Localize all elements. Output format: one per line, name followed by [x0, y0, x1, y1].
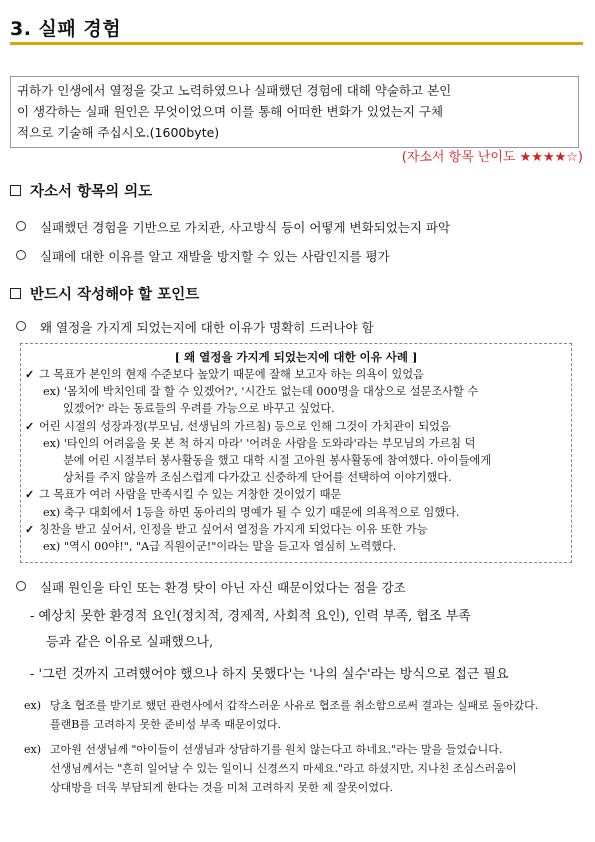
- example-item: [25, 486, 567, 503]
- question-line: 이 생각하는 실패 원인은 무엇이었으며 이를 통해 어떠한 변화가 있었는지 구체: [17, 104, 444, 119]
- example-note: [24, 696, 584, 734]
- note-line: 선생님께서는 "흔히 일어날 수 있는 일이니 신경쓰지 마세요."라고 하셨지만, 지나친 조심스러움이: [50, 762, 517, 775]
- section-heading-intent: [10, 180, 152, 201]
- dash-item: [30, 604, 585, 656]
- check-icon: ✓: [25, 487, 35, 502]
- check-icon: ✓: [25, 521, 35, 536]
- example-title: [ 왜 열정을 가지게 되었는지에 대한 이유 사례 ]: [174, 350, 418, 364]
- section-heading-text: 자소서 항목의 의도: [30, 184, 153, 200]
- note-line: 상대방을 더욱 부담되게 한다는 것을 미처 고려하지 못한 제 잘못이었다.: [50, 781, 394, 794]
- dash-item: [30, 662, 585, 688]
- example-item: [25, 418, 567, 435]
- circle-bullet-icon: [16, 250, 26, 260]
- example-detail: ex) '타인의 어려움을 못 본 척 하지 마라' '어려운 사람을 도와라'라는 부모님의 가르침 덕: [43, 436, 476, 450]
- list-item-text: 실패 원인을 타인 또는 환경 탓이 아닌 자신 때문이었다는 점을 강조: [40, 580, 406, 595]
- example-detail: 있겠어?' 라는 동료들의 우려를 가능으로 바꾸고 싶었다.: [63, 402, 335, 416]
- example-text: 그 목표가 여러 사람을 만족시킬 수 있는 거창한 것이었기 때문: [39, 488, 342, 502]
- example-note: [24, 740, 584, 797]
- example-detail: ex) '몸치에 박치인데 잘 할 수 있겠어?', '시간도 없는데 000명을 대상으로 설문조사할 수: [43, 385, 479, 399]
- circle-bullet-icon: [16, 221, 26, 231]
- check-icon: ✓: [25, 367, 35, 381]
- section-heading-text: 반드시 작성해야 할 포인트: [30, 287, 200, 303]
- example-box: [20, 343, 572, 563]
- section-heading-points: [10, 283, 199, 304]
- note-line: 당초 협조를 받기로 했던 관련사에서 갑작스러운 사유로 협조를 취소함으로써 결과는 실패로 돌아갔다.: [50, 699, 539, 712]
- example-detail: ex) "역시 00야!", "A급 직원이군!"이라는 말을 듣고자 열심히 노력했다.: [43, 540, 397, 554]
- example-text: 칭찬을 받고 싶어서, 인정을 받고 싶어서 열정을 가지게 되었다는 이유 또한 가능: [39, 522, 428, 536]
- dash-item-text: 등과 같은 이유로 실패했으나,: [46, 635, 214, 650]
- circle-bullet-icon: [16, 321, 26, 331]
- title-underline: [10, 42, 583, 45]
- question-box: [10, 76, 579, 148]
- example-tag: ex): [24, 699, 42, 712]
- list-item: [14, 247, 390, 265]
- page-title: 3. 실패 경험: [10, 18, 122, 40]
- example-tag: ex): [24, 743, 42, 756]
- example-detail: ex) 축구 대회에서 1등을 하면 동아리의 명예가 될 수 있기 때문에 의욕적으로 임했다.: [43, 505, 460, 519]
- list-item-text: 왜 열정을 가지게 되었는지에 대한 이유가 명확히 드러나야 함: [40, 320, 374, 335]
- question-line: 귀하가 인생에서 열정을 갖고 노력하였으나 실패했던 경험에 대해 약술하고 본인: [17, 83, 452, 98]
- example-detail: 상처를 주지 않을까 조심스럽게 다가갔고 신중하게 단어를 선택하여 이야기했다.: [63, 471, 452, 485]
- list-item: [14, 578, 406, 596]
- note-line: 고아원 선생님께 "아이들이 선생님과 상담하기를 원치 않는다고 하네요."라는 말을 들었습니다.: [50, 743, 503, 756]
- checkbox-square-icon: [10, 185, 21, 196]
- example-item: [25, 521, 567, 538]
- question-line: 적으로 기술해 주십시오.(1600byte): [17, 125, 220, 140]
- list-item: [14, 218, 450, 236]
- list-item: [14, 318, 374, 336]
- example-text: 그 목표가 본인의 현재 수준보다 높았기 때문에 잘해 보고자 하는 의욕이 있었음: [39, 368, 424, 381]
- check-icon: ✓: [25, 418, 35, 433]
- difficulty-rating: (자소서 항목 난이도 ★★★★☆): [401, 150, 583, 165]
- circle-bullet-icon: [16, 581, 26, 591]
- checkbox-square-icon: [10, 288, 21, 299]
- example-detail: 분에 어린 시절부터 봉사활동을 했고 대학 시절 고아원 봉사활동에 참여했다. 아이들에게: [63, 454, 492, 468]
- note-line: 플랜B를 고려하지 못한 준비성 부족 때문이었다.: [50, 718, 281, 731]
- example-text: 어린 시절의 성장과정(부모님, 선생님의 가르침) 등으로 인해 그것이 가치관이 되었음: [39, 419, 451, 433]
- dash-item-text: - 예상치 못한 환경적 요인(정치적, 경제적, 사회적 요인), 인력 부족, 협조 부족: [30, 609, 471, 624]
- example-item: [25, 366, 567, 383]
- list-item-text: 실패에 대한 이유를 알고 재발을 방지할 수 있는 사람인지를 평가: [40, 249, 390, 264]
- dash-item-text: - '그런 것까지 고려했어야 했으나 하지 못했다'는 '나의 실수'라는 방식으로 접근 필요: [30, 667, 509, 682]
- list-item-text: 실패했던 경험을 기반으로 가치관, 사고방식 등이 어떻게 변화되었는지 파악: [40, 220, 451, 235]
